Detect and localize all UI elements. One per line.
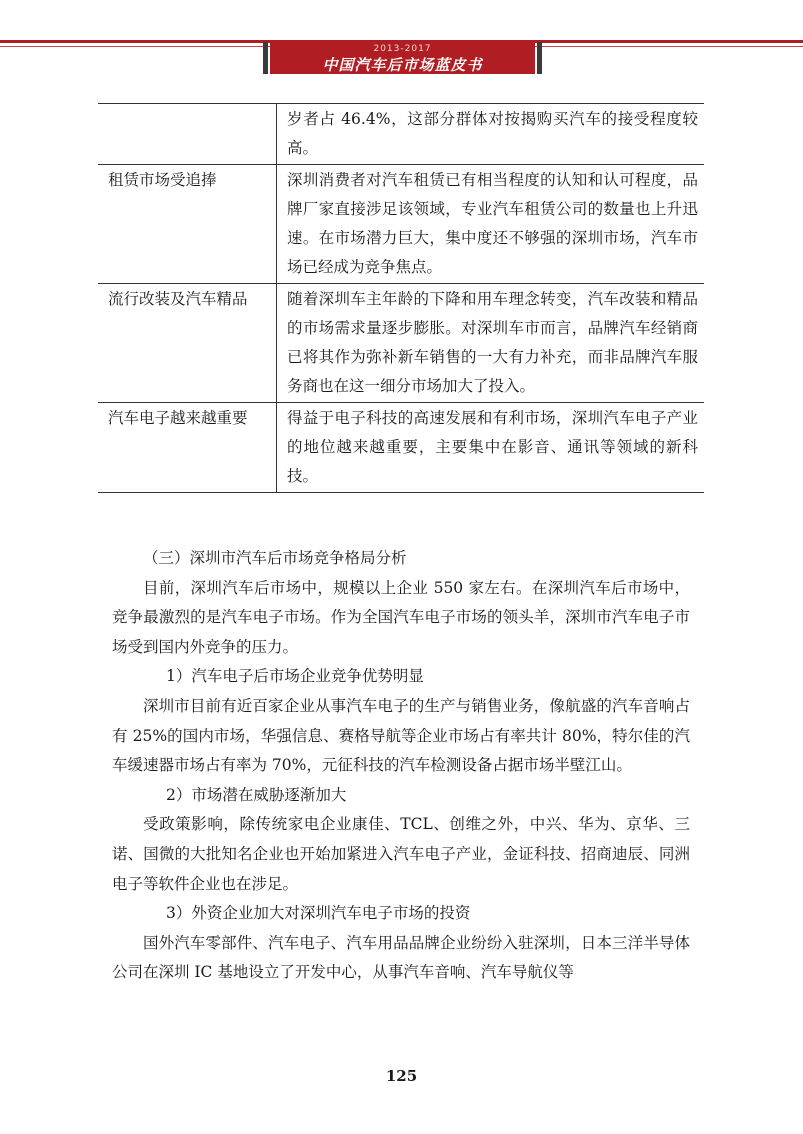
table-row	[98, 104, 704, 165]
subsection-paragraph-2: 受政策影响，除传统家电企业康佳、TCL、创维之外，中兴、华为、京华、三诺、国微的大批知名企业也开始加紧进入汽车电子产业，金证科技、招商迪辰、同洲电子等软件企业也在涉足。	[112, 815, 690, 893]
feature-table	[98, 103, 704, 493]
subsection-title-3: 3）外资企业加大对深圳汽车电子市场的投资	[166, 904, 471, 923]
subsection-paragraph-3: 国外汽车零部件、汽车电子、汽车用品品牌企业纷纷入驻深圳，日本三洋半导体公司在深圳 IC 基地设立了开发中心，从事汽车音响、汽车导航仪等	[112, 933, 690, 982]
header-bar-right	[537, 42, 542, 74]
table-row	[98, 284, 704, 403]
table-row-label: 汽车电子越来越重要	[98, 403, 277, 493]
table-row-text: 深圳消费者对汽车租赁已有相当程度的认知和认可程度，品牌厂家直接涉足该领域，专业汽车租赁公司的数量也上升迅速。在市场潜力巨大，集中度还不够强的深圳市场，汽车市场已经成为竞争焦点。	[287, 171, 698, 276]
subsection-title-1: 1）汽车电子后市场企业竞争优势明显	[166, 667, 424, 686]
subsection-paragraph-1: 深圳市目前有近百家企业从事汽车电子的生产与销售业务，像航盛的汽车音响占有 25%的国内市场，华强信息、赛格导航等企业市场占有率共计 80%，特尔佳的汽车缓速器市场占有率为 70%，元征科技的汽车检测设备占据市场半壁江山。	[112, 696, 690, 775]
header-title: 中国汽车后市场蓝皮书	[322, 56, 483, 74]
page-number: 125	[385, 1067, 418, 1085]
table-row-text: 得益于电子科技的高速发展和有利市场，深圳汽车电子产业的地位越来越重要，主要集中在影音、通讯等领域的新科技。	[287, 409, 698, 485]
table-row	[98, 165, 704, 284]
header-banner	[270, 42, 535, 74]
section-title: （三）深圳市汽车后市场竞争格局分析	[143, 549, 407, 567]
header-years: 2013-2017	[373, 44, 432, 54]
table-row-label	[98, 104, 277, 165]
table-row-text: 随着深圳车主年龄的下降和用车理念转变，汽车改装和精品的市场需求量逐步膨胀。对深圳车市而言，品牌汽车经销商已将其作为弥补新车销售的一大有力补充，而非品牌汽车服务商也在这一细分市场加大了投入。	[287, 290, 698, 395]
intro-paragraph: 目前，深圳汽车后市场中，规模以上企业 550 家左右。在深圳汽车后市场中，竞争最激烈的是汽车电子市场。作为全国汽车电子市场的领头羊，深圳市汽车电子市场受到国内外竞争的压力。	[112, 578, 690, 656]
subsection-title-2: 2）市场潜在威胁逐渐加大	[166, 785, 347, 804]
table-row-label: 租赁市场受追捧	[98, 165, 277, 284]
header-bar-left	[263, 42, 268, 74]
table-row	[98, 403, 704, 493]
body-text	[112, 544, 690, 988]
table-row-label: 流行改装及汽车精品	[98, 284, 277, 403]
table-row-text: 岁者占 46.4%，这部分群体对按揭购买汽车的接受程度较高。	[287, 110, 698, 157]
